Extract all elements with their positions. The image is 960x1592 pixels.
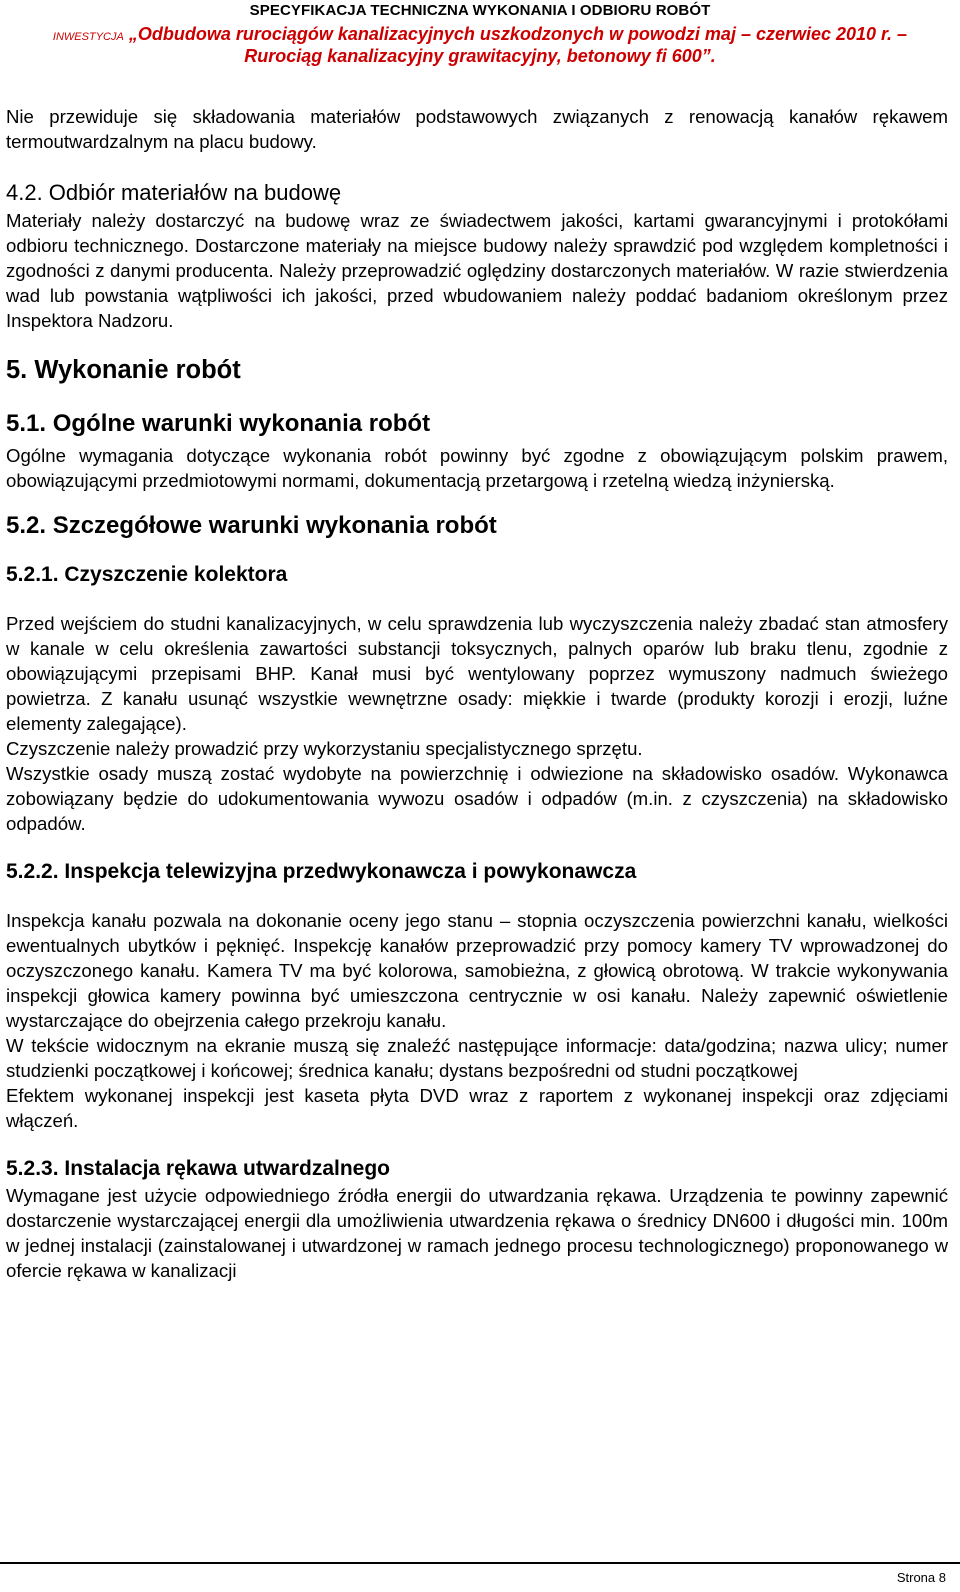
paragraph-5-2-1-b: Czyszczenie należy prowadzić przy wykorzystaniu specjalistycznego sprzętu.: [6, 738, 643, 759]
investment-label: INWESTYCJA: [52, 31, 124, 43]
paragraph-4-2: Materiały należy dostarczyć na budowę wraz ze świadectwem jakości, kartami gwarancyjnymi i protokółami odbioru technicznego. Dostarczone materiały na miejsce budowy należy sprawdzić pod względem kompletności i zgodności z danymi producenta. Należy przeprowadzić oględziny dostarczonych materiałów. W razie stwierdzenia wad lub powstania wątpliwości ich jakości, przed wbudowaniem należy poddać badaniom określonym przez Inspektora Nadzoru.: [6, 210, 948, 331]
heading-5-1: 5.1. Ogólne warunki wykonania robót: [6, 410, 431, 437]
heading-5-2: 5.2. Szczegółowe warunki wykonania robót: [6, 512, 497, 539]
investment-subtitle: Rurociąg kanalizacyjny grawitacyjny, betonowy fi 600”.: [244, 46, 716, 66]
page-number: Strona 8: [896, 1570, 946, 1585]
paragraph-5-2-2-b: W tekście widocznym na ekranie muszą się znaleźć następujące informacje: data/godzina; nazwa ulicy; numer studzienki początkowej i końcowej; średnica kanału; dystans bezpośredni od studni początkowej: [6, 1035, 948, 1081]
paragraph-5-2-3: Wymagane jest użycie odpowiedniego źródła energii do utwardzania rękawa. Urządzenia te powinny zapewnić dostarczenie wystarczającej energii dla umożliwienia utwardzenia rękawa o średnicy DN600 i długości min. 100m w jednej instalacji (zainstalowanej i utwardzonej w ramach jednego procesu technologicznego) proponowanego w ofercie rękawa w kanalizacji: [6, 1185, 948, 1281]
spec-title: SPECYFIKACJA TECHNICZNA WYKONANIA I ODBIORU ROBÓT: [249, 2, 711, 19]
footer-divider: [0, 1562, 960, 1564]
paragraph-5-2-2-c: Efektem wykonanej inspekcji jest kaseta płyta DVD wraz z raportem z wykonanej inspekcji oraz zdjęciami włączeń.: [6, 1085, 948, 1131]
heading-4-2: 4.2. Odbiór materiałów na budowę: [6, 180, 342, 205]
investment-line: [0, 24, 960, 45]
heading-5-2-2: 5.2.2. Inspekcja telewizyjna przedwykonawcza i powykonawcza: [6, 860, 637, 883]
paragraph-5-2-2-a: Inspekcja kanału pozwala na dokonanie oceny jego stanu – stopnia oczyszczenia powierzchni kanału, wielkości ewentualnych ubytków i pęknięć. Inspekcję kanałów przeprowadzić przy pomocy kamery TV wprowadzonej do oczyszczonego kanału. Kamera TV ma być kolorowa, samobieżna, z głowicą obrotową. W trakcie wykonywania inspekcji głowica kamery powinna być umieszczona centrycznie w osi kanału. Należy zapewnić oświetlenie wystarczające do obejrzenia całego przekroju kanału.: [6, 910, 948, 1031]
paragraph-5-1: Ogólne wymagania dotyczące wykonania robót powinny być zgodne z obowiązującym polskim prawem, obowiązującymi przedmiotowymi normami, dokumentacją przetargową i rzetelną wiedzą inżynierską.: [6, 445, 948, 491]
heading-5: 5. Wykonanie robót: [6, 356, 241, 384]
paragraph-5-2-1-c: Wszystkie osady muszą zostać wydobyte na powierzchnię i odwiezione na składowisko osadów. Wykonawca zobowiązany będzie do udokumentowania wywozu osadów i odpadów (m.in. z czyszczenia) na składowisko odpadów.: [6, 763, 948, 834]
document-body: [6, 104, 948, 1283]
paragraph-5-2-1-a: Przed wejściem do studni kanalizacyjnych, w celu sprawdzenia lub wyczyszczenia należy zbadać stan atmosfery w kanale w celu określenia zawartości substancji toksycznych, palnych oparów lub braku tlenu, zgodnie z obowiązującymi przepisami BHP. Kanał musi być wentylowany poprzez wymuszony nadmuch świeżego powietrza. Z kanału usunąć wszystkie wewnętrzne osady: miękkie i twarde (produkty korozji i erozji, luźne elementy zalegające).: [6, 613, 948, 734]
heading-5-2-1: 5.2.1. Czyszczenie kolektora: [6, 563, 288, 586]
heading-5-2-3: 5.2.3. Instalacja rękawa utwardzalnego: [6, 1157, 390, 1180]
intro-paragraph: Nie przewiduje się składowania materiałów podstawowych związanych z renowacją kanałów rękawem termoutwardzalnym na placu budowy.: [6, 106, 948, 152]
investment-title: „Odbudowa rurociągów kanalizacyjnych uszkodzonych w powodzi maj – czerwiec 2010 r. –: [128, 24, 908, 44]
